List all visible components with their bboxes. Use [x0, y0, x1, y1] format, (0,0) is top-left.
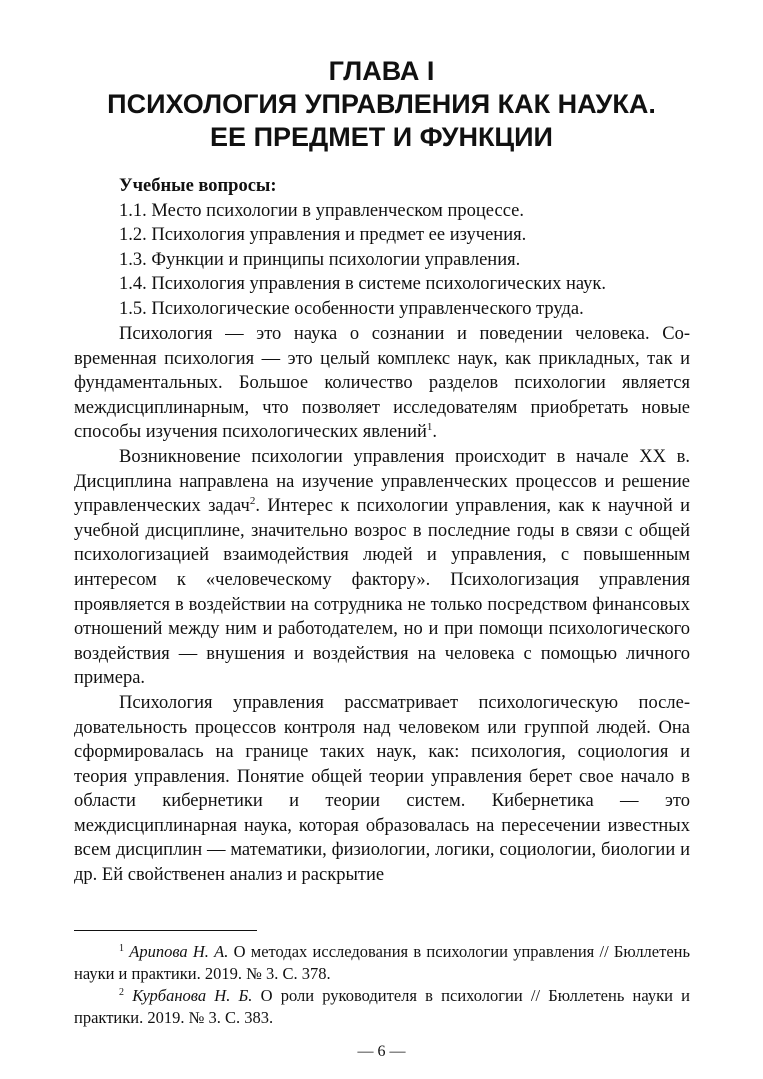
- page-number: — 6 —: [357, 1043, 406, 1060]
- footnotes: [74, 941, 690, 1029]
- study-question-item: 1.1. Место психологии в управленческом процессе.: [119, 200, 524, 221]
- footnote-number: 1: [119, 943, 124, 954]
- study-questions: [119, 174, 719, 321]
- study-question-item: 1.4. Психология управления в системе психологических наук.: [119, 274, 607, 294]
- footnote-divider: [74, 930, 257, 931]
- study-questions-title: Учебные вопросы:: [119, 176, 277, 196]
- paragraph-1: [74, 322, 690, 445]
- paragraph-1-end: .: [432, 422, 438, 443]
- footnote-author: Арипова Н. А.: [129, 942, 229, 961]
- paragraph-3: Психология управления рассматривает психологическую последовательность процессов контроля над человеком или группой людей. Она сформировалась на границе таких наук, как: психология, социология и теория управления. Понятие общей теории управления берет свое начало в области кибернетики и теории систем. Кибернетика — это междисциплинарная наука, которая образовалась на пересечении известных всем дисциплин — математики, физиологии, логики, социологии, биологии и др. Ей свойственен анализ и раскрытие: [74, 692, 690, 886]
- paragraph-2: [74, 445, 690, 691]
- chapter-title-line-1: ПСИХОЛОГИЯ УПРАВЛЕНИЯ КАК НАУКА.: [107, 89, 656, 119]
- footnote-1: [74, 941, 690, 985]
- footnote-number: 2: [119, 987, 124, 998]
- footnote-text: О методах исследования в психологии управления // Бюллетень науки и практики. 2019. № 3. С. 378.: [74, 942, 691, 983]
- chapter-title-line-2: ЕЕ ПРЕДМЕТ И ФУНКЦИИ: [210, 122, 553, 152]
- footnote-2: [74, 985, 690, 1029]
- study-question-item: 1.3. Функции и принципы психологии управления.: [119, 249, 521, 270]
- footnote-author: Курбанова Н. Б.: [132, 986, 253, 1005]
- footnote-text: О роли руководителя в психологии // Бюллетень науки и практики. 2019. № 3. С. 383.: [74, 986, 690, 1027]
- study-question-item: 1.2. Психология управления и предмет ее изучения.: [119, 225, 527, 245]
- footnote-ref-1: 1: [426, 421, 433, 434]
- paragraph-2-text-a: Возникновение психологии управления происходит в начале XX в. Дисциплина направлена на изучение управленческих процессов и решение управленческих задач: [74, 446, 690, 517]
- study-question-item: 1.5. Психологические особенности управленческого труда.: [119, 298, 584, 319]
- footnote-ref-2: 2: [249, 495, 256, 508]
- paragraph-2-text-b: . Интерес к психологии управления, как к научной и учебной дисциплине, значительно возрос в последние годы в связи с общей психологизацией взаимодействия людей и управления, с повышенным интересом к «человеческому фактору». Психологизация управления проявляется в воздействии на сотрудника не только посредством финансовых отношений между ним и работодателем, но и при помощи психологического воздействия — внушения и воздействия на человека с помощью личного примера.: [74, 496, 690, 689]
- body-text: [74, 322, 690, 888]
- paragraph-1-text: Психология — это наука о сознании и поведении человека. Современная психология — это целый комплекс наук, как прикладных, так и фундаментальных. Большое количество разделов психологии является междисциплинарным, что позволяет исследователям приобретать новые способы изучения психологических явлений: [74, 324, 690, 443]
- chapter-label: ГЛАВА I: [328, 56, 435, 86]
